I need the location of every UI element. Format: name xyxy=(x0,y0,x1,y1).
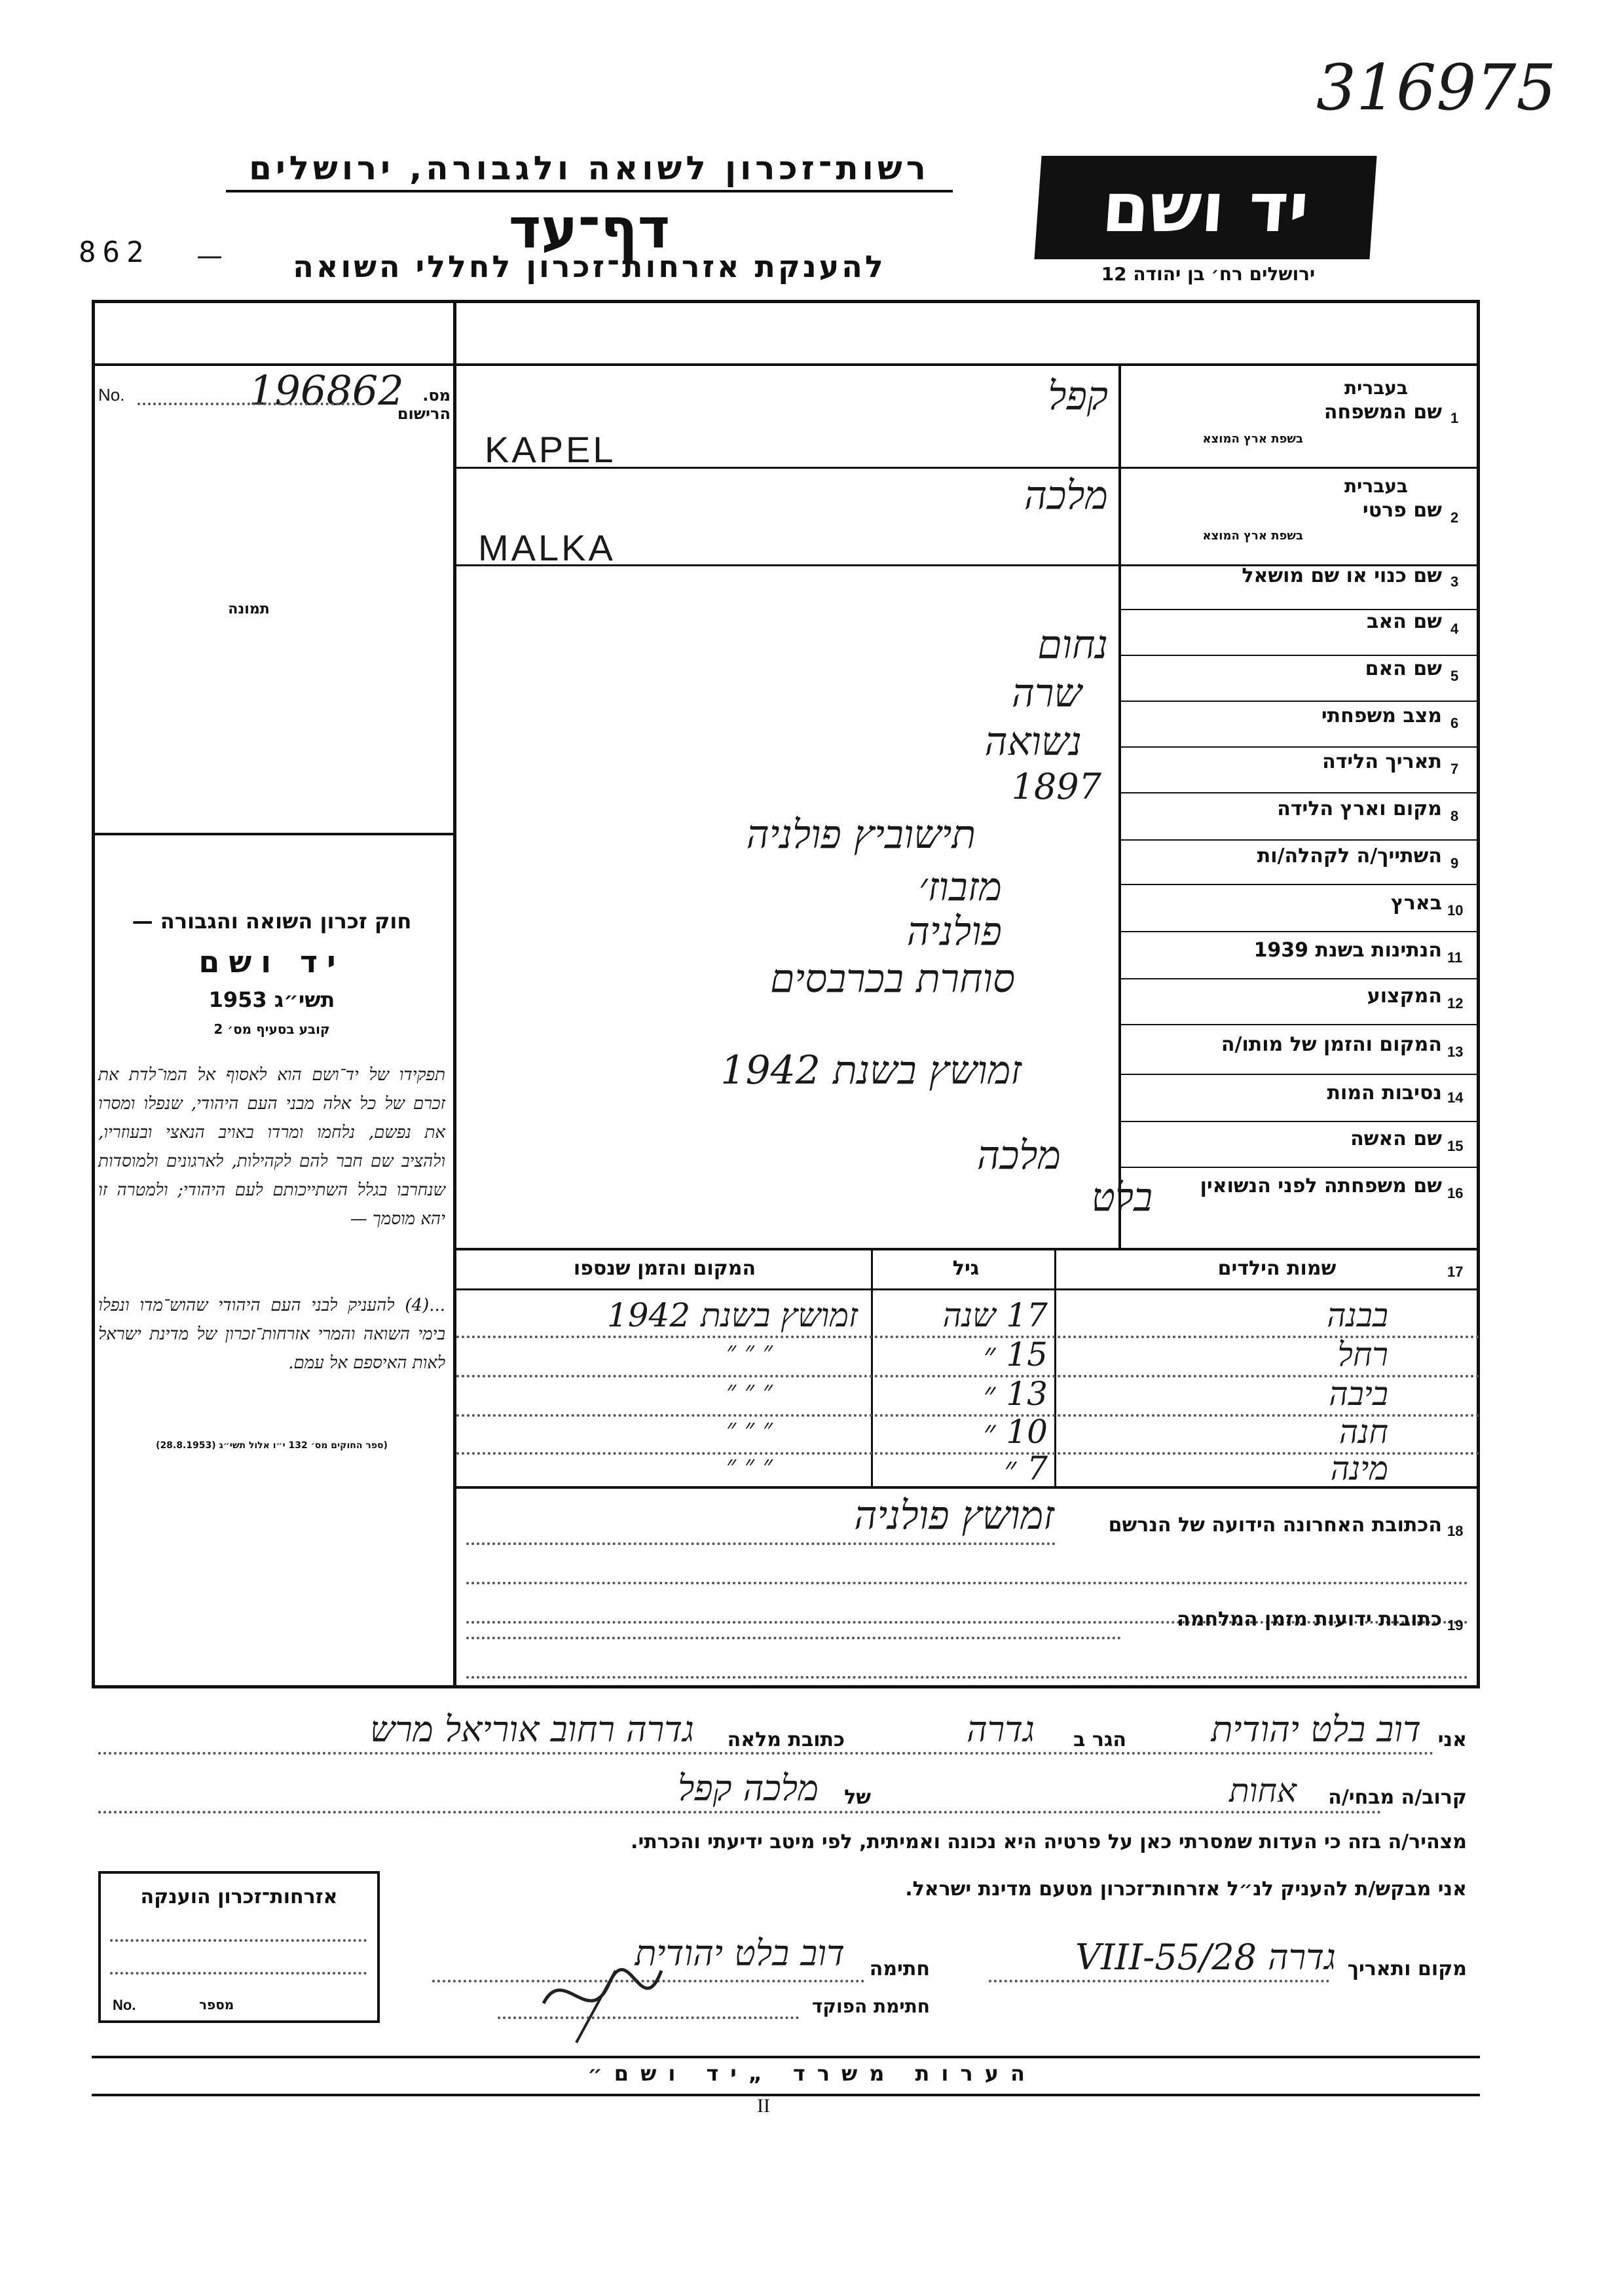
child-2-age: 15 ״ xyxy=(983,1336,1048,1374)
decl-relation: אחות xyxy=(1229,1772,1297,1810)
field-6-label: מצב משפחתי xyxy=(1321,704,1442,727)
children-col-names: שמות הילדים xyxy=(1217,1257,1337,1280)
child-3-place: ״ ״ ״ xyxy=(726,1376,773,1406)
field-12-number: 12 xyxy=(1447,995,1464,1011)
field-16-number: 16 xyxy=(1447,1185,1464,1201)
decl-officer-label: חתימת הפוקד xyxy=(811,1995,930,2017)
children-col-age: גיל xyxy=(952,1257,980,1280)
citizenship-line-1 xyxy=(110,1939,367,1942)
field-2-label: שם פרטי xyxy=(1362,499,1442,522)
row-sep-6 xyxy=(1118,746,1480,748)
field-15-label: שם האשה xyxy=(1350,1127,1442,1150)
decl-ani: אני xyxy=(1437,1728,1467,1751)
reg-dotted-line xyxy=(138,403,360,405)
logo-text: יד ושם xyxy=(1099,168,1312,247)
field-5-number: 5 xyxy=(1450,668,1459,684)
children-row-line-2 xyxy=(456,1375,1480,1377)
signature-scrawl xyxy=(537,1951,668,2049)
surname-latin: KAPEL xyxy=(485,429,616,470)
children-col-div-1 xyxy=(871,1250,873,1486)
community: מזבוז׳ xyxy=(918,864,1002,910)
field-19-line xyxy=(466,1637,1121,1639)
child-1-place: זמושץ בשנת 1942 xyxy=(606,1296,858,1334)
decl-signature: דוב בלט יהודית xyxy=(635,1933,845,1974)
field-18-label: הכתובת האחרונה הידועה של הנרשם xyxy=(1108,1514,1442,1537)
reg-no-prefix: No. xyxy=(98,385,125,405)
last-address: זמושץ פולניה xyxy=(854,1493,1054,1539)
decl-request: אני מבקש/ת להעניק לנ״ל אזרחות־זכרון מטעם מדינת ישראל. xyxy=(905,1878,1467,1901)
citizenship-title: אזרחות־זכרון הוענקה xyxy=(140,1886,338,1908)
row-sep-8 xyxy=(1118,839,1480,841)
field-13-number: 13 xyxy=(1447,1044,1464,1060)
reg-label: מס. הרישום xyxy=(397,386,451,423)
surname-hebrew: קפל xyxy=(1048,373,1108,419)
decl-gar-b: הגר ב xyxy=(1073,1728,1126,1751)
stamp-mark: — xyxy=(196,241,223,271)
children-header-line xyxy=(456,1288,1480,1290)
children-row-line-1 xyxy=(456,1336,1480,1338)
field-3-number: 3 xyxy=(1450,574,1459,590)
decl-signature-label: חתימה xyxy=(869,1958,930,1980)
decl-officer-line xyxy=(498,2016,799,2019)
field-7-label: תאריך הלידה xyxy=(1322,750,1442,773)
law-year: תשי״ג 1953 xyxy=(208,987,335,1012)
footer-line-top xyxy=(92,2056,1480,2058)
decl-place-date: גדרה 28/VIII-55 xyxy=(1075,1937,1336,1978)
decl-full-address: גדרה רחוב אוריאל מרש xyxy=(369,1709,694,1750)
children-bottom-line xyxy=(456,1486,1480,1489)
child-2-name: רחל xyxy=(1337,1336,1388,1374)
child-5-place: ״ ״ ״ xyxy=(726,1450,773,1480)
first-name-hebrew: מלכה xyxy=(1024,473,1108,519)
child-2-place: ״ ״ ״ xyxy=(726,1336,773,1366)
field-1-sub-hebrew: בעברית xyxy=(1344,377,1408,399)
form-subtitle: להענקת אזרחות־זכרון לחללי השואה xyxy=(293,249,886,284)
first-name-latin: MALKA xyxy=(478,527,616,568)
row-sep-15 xyxy=(1118,1167,1480,1168)
birth-date: 1897 xyxy=(1011,766,1101,807)
row-sep-13 xyxy=(1118,1074,1480,1075)
footer-line-bottom xyxy=(92,2094,1480,2096)
child-3-name: ביבה xyxy=(1329,1375,1388,1413)
row-sep-5 xyxy=(1118,701,1480,702)
field-1-label: שם המשפחה xyxy=(1323,401,1442,424)
field-3-label: שם כנוי או שם מושאל xyxy=(1242,564,1442,587)
photo-label: תמונה xyxy=(228,601,270,617)
field-8-label: מקום וארץ הלידה xyxy=(1277,797,1442,820)
row-sep-7 xyxy=(1118,792,1480,793)
field-7-number: 7 xyxy=(1450,761,1459,777)
decl-line-1 xyxy=(98,1752,1434,1755)
decl-of-label: של xyxy=(844,1786,871,1809)
child-1-name: בבנה xyxy=(1327,1296,1388,1334)
birth-place: תישוביץ פולניה xyxy=(746,812,976,858)
authority-underline xyxy=(226,190,953,192)
frame-label-divider xyxy=(1118,363,1121,1248)
row-sep-11 xyxy=(1118,978,1480,979)
decl-statement: מצהיר/ה בזה כי העדות שמסרתי כאן על פרטיה היא נכונה ואמיתית, לפי מיטב ידיעתי והכרתי. xyxy=(631,1831,1467,1853)
frame-header-row xyxy=(92,363,1480,366)
child-4-place: ״ ״ ״ xyxy=(726,1413,773,1444)
citizenship-line-2 xyxy=(110,1972,367,1975)
child-1-age: 17 שנה xyxy=(942,1296,1048,1334)
field-14-number: 14 xyxy=(1447,1089,1464,1106)
decl-date-line xyxy=(989,1980,1329,1982)
field-10-label: בארץ xyxy=(1390,892,1442,915)
child-5-age: 7 ״ xyxy=(1004,1449,1048,1487)
citizenship-number-label: מספר xyxy=(199,1997,234,2013)
frame-bottom xyxy=(92,1685,1480,1688)
children-col-div-2 xyxy=(1054,1250,1056,1486)
decl-relative-label: קרוב/ה מבחי/ה xyxy=(1328,1786,1467,1809)
citizenship-box xyxy=(98,1871,380,2023)
law-name: יד ושם xyxy=(198,944,345,979)
row-sep-14 xyxy=(1118,1121,1480,1122)
stamp-number: 862 xyxy=(79,236,151,269)
frame-left xyxy=(92,300,95,1688)
frame-top xyxy=(92,300,1480,303)
frame-photo-divider xyxy=(453,300,456,1688)
registration-number: 196862 xyxy=(249,367,404,414)
law-text-2: ...(4) להעניק לבני העם היהודי שהוש־מדו ונפלו בימי השואה והמרי אזרחות־זכרון של מדינת ישראל לאות האיספם אל עמם. xyxy=(98,1296,445,1373)
field-4-number: 4 xyxy=(1450,621,1459,637)
declarant-name: דוב בלט יהודית xyxy=(1211,1709,1421,1750)
father-name: נחום xyxy=(1037,622,1108,668)
field-1-number: 1 xyxy=(1450,410,1459,426)
children-row-line-3 xyxy=(456,1414,1480,1417)
wife-name: מלכה xyxy=(976,1133,1061,1178)
mother-name: שרה xyxy=(1011,670,1082,716)
field-16-label: שם משפחתה לפני הנשואין xyxy=(1200,1175,1442,1197)
footer-mark: II xyxy=(757,2095,770,2117)
field-12-label: המקצוע xyxy=(1367,985,1442,1008)
law-text-1: תפקידו של יד־ושם הוא לאסוף אל המו־לדת את זכרם של כל אלה מבני העם היהודי, שנפלו ומסרו את נפשם, נלחמו ומרדו באויב הנאצי ובעוזריו, ולהציב שם חבר להם לקהילות, לארגונים ולמוסדות שנחרבו בגלל השתייכותם לעם היהודי; ולמטרה זו יהא מוסמך — xyxy=(98,1065,445,1229)
country: פולניה xyxy=(906,909,1002,955)
maiden-name: בלט xyxy=(1091,1175,1153,1220)
field-18-line-2 xyxy=(466,1582,1468,1584)
nationality-1939: סוחרת בכרבסים xyxy=(769,956,1015,1002)
decl-place-date-label: מקום ותאריך xyxy=(1347,1958,1467,1980)
field-18-number: 18 xyxy=(1447,1523,1464,1539)
field-17-number: 17 xyxy=(1447,1264,1464,1280)
child-4-name: חנה xyxy=(1338,1413,1388,1451)
field-13-label: המקום והזמן של מותו/ה xyxy=(1221,1033,1442,1056)
field-2-sub-hebrew: בעברית xyxy=(1344,475,1408,497)
field-4-label: שם האב xyxy=(1367,610,1442,633)
field-9-number: 9 xyxy=(1450,855,1459,871)
decl-full-address-label: כתובת מלאה xyxy=(727,1728,845,1751)
citizenship-no-label: No. xyxy=(113,1997,136,2013)
child-3-age: 13 ״ xyxy=(983,1375,1048,1413)
field-11-label: הנתינות בשנת 1939 xyxy=(1253,939,1442,962)
logo-address: ירושלים רח׳ בן יהודה 12 xyxy=(1101,263,1316,285)
children-col-place: המקום והזמן שנספו xyxy=(573,1257,756,1280)
field-10-number: 10 xyxy=(1447,902,1464,919)
row-sep-10 xyxy=(1118,931,1480,932)
frame-right xyxy=(1477,300,1480,1688)
marital-status: נשואה xyxy=(984,719,1082,765)
field-14-label: נסיבות המות xyxy=(1327,1082,1442,1104)
field-2-number: 2 xyxy=(1450,509,1459,526)
field-18-line xyxy=(466,1542,1056,1545)
decl-line-2 xyxy=(98,1811,1382,1813)
yad-vashem-logo xyxy=(1034,156,1376,259)
field-2-sub-origin: בשפת ארץ המוצא xyxy=(1202,529,1303,543)
field-5-label: שם האם xyxy=(1365,657,1442,680)
field-19-line-2 xyxy=(466,1676,1468,1679)
form-title: דף־עד xyxy=(508,196,671,261)
row-sep-12 xyxy=(1118,1024,1480,1025)
archive-number: 316975 xyxy=(1316,51,1557,124)
decl-city: גדרה xyxy=(967,1709,1035,1750)
child-4-age: 10 ״ xyxy=(983,1413,1048,1451)
field-1-sub-origin: בשפת ארץ המוצא xyxy=(1202,432,1303,446)
authority-line: רשות־זכרון לשואה ולגבורה, ירושלים xyxy=(249,149,930,187)
field-6-number: 6 xyxy=(1450,715,1459,731)
field-15-number: 15 xyxy=(1447,1138,1464,1154)
law-title: חוק זכרון השואה והגבורה — xyxy=(132,909,412,934)
row-sep-9 xyxy=(1118,884,1480,885)
row-sep-16 xyxy=(456,1248,1480,1250)
field-11-number: 11 xyxy=(1447,949,1463,966)
law-reference: (ספר החוקים מס׳ 132 י״ו אלול תשי״ג (28.8.1953) xyxy=(156,1440,388,1451)
row-sep-4 xyxy=(1118,655,1480,656)
law-section: קובע בסעיף מס׳ 2 xyxy=(213,1021,330,1037)
children-row-line-4 xyxy=(456,1452,1480,1455)
footer-office-notes: הערות משרד „יד ושם״ xyxy=(587,2061,1037,2086)
field-9-label: השתייך/ה לקהלה/ות xyxy=(1257,845,1442,867)
field-19-number: 19 xyxy=(1447,1617,1464,1633)
field-19-label: כתובות ידועות מזמן המלחמה xyxy=(1177,1608,1442,1631)
death-place-time: זמושץ בשנת 1942 xyxy=(720,1048,1022,1093)
child-5-name: מינה xyxy=(1330,1449,1388,1487)
field-8-number: 8 xyxy=(1450,808,1459,824)
decl-relative-name: מלכה קפל xyxy=(678,1768,819,1809)
frame-photo-bottom xyxy=(92,833,455,835)
